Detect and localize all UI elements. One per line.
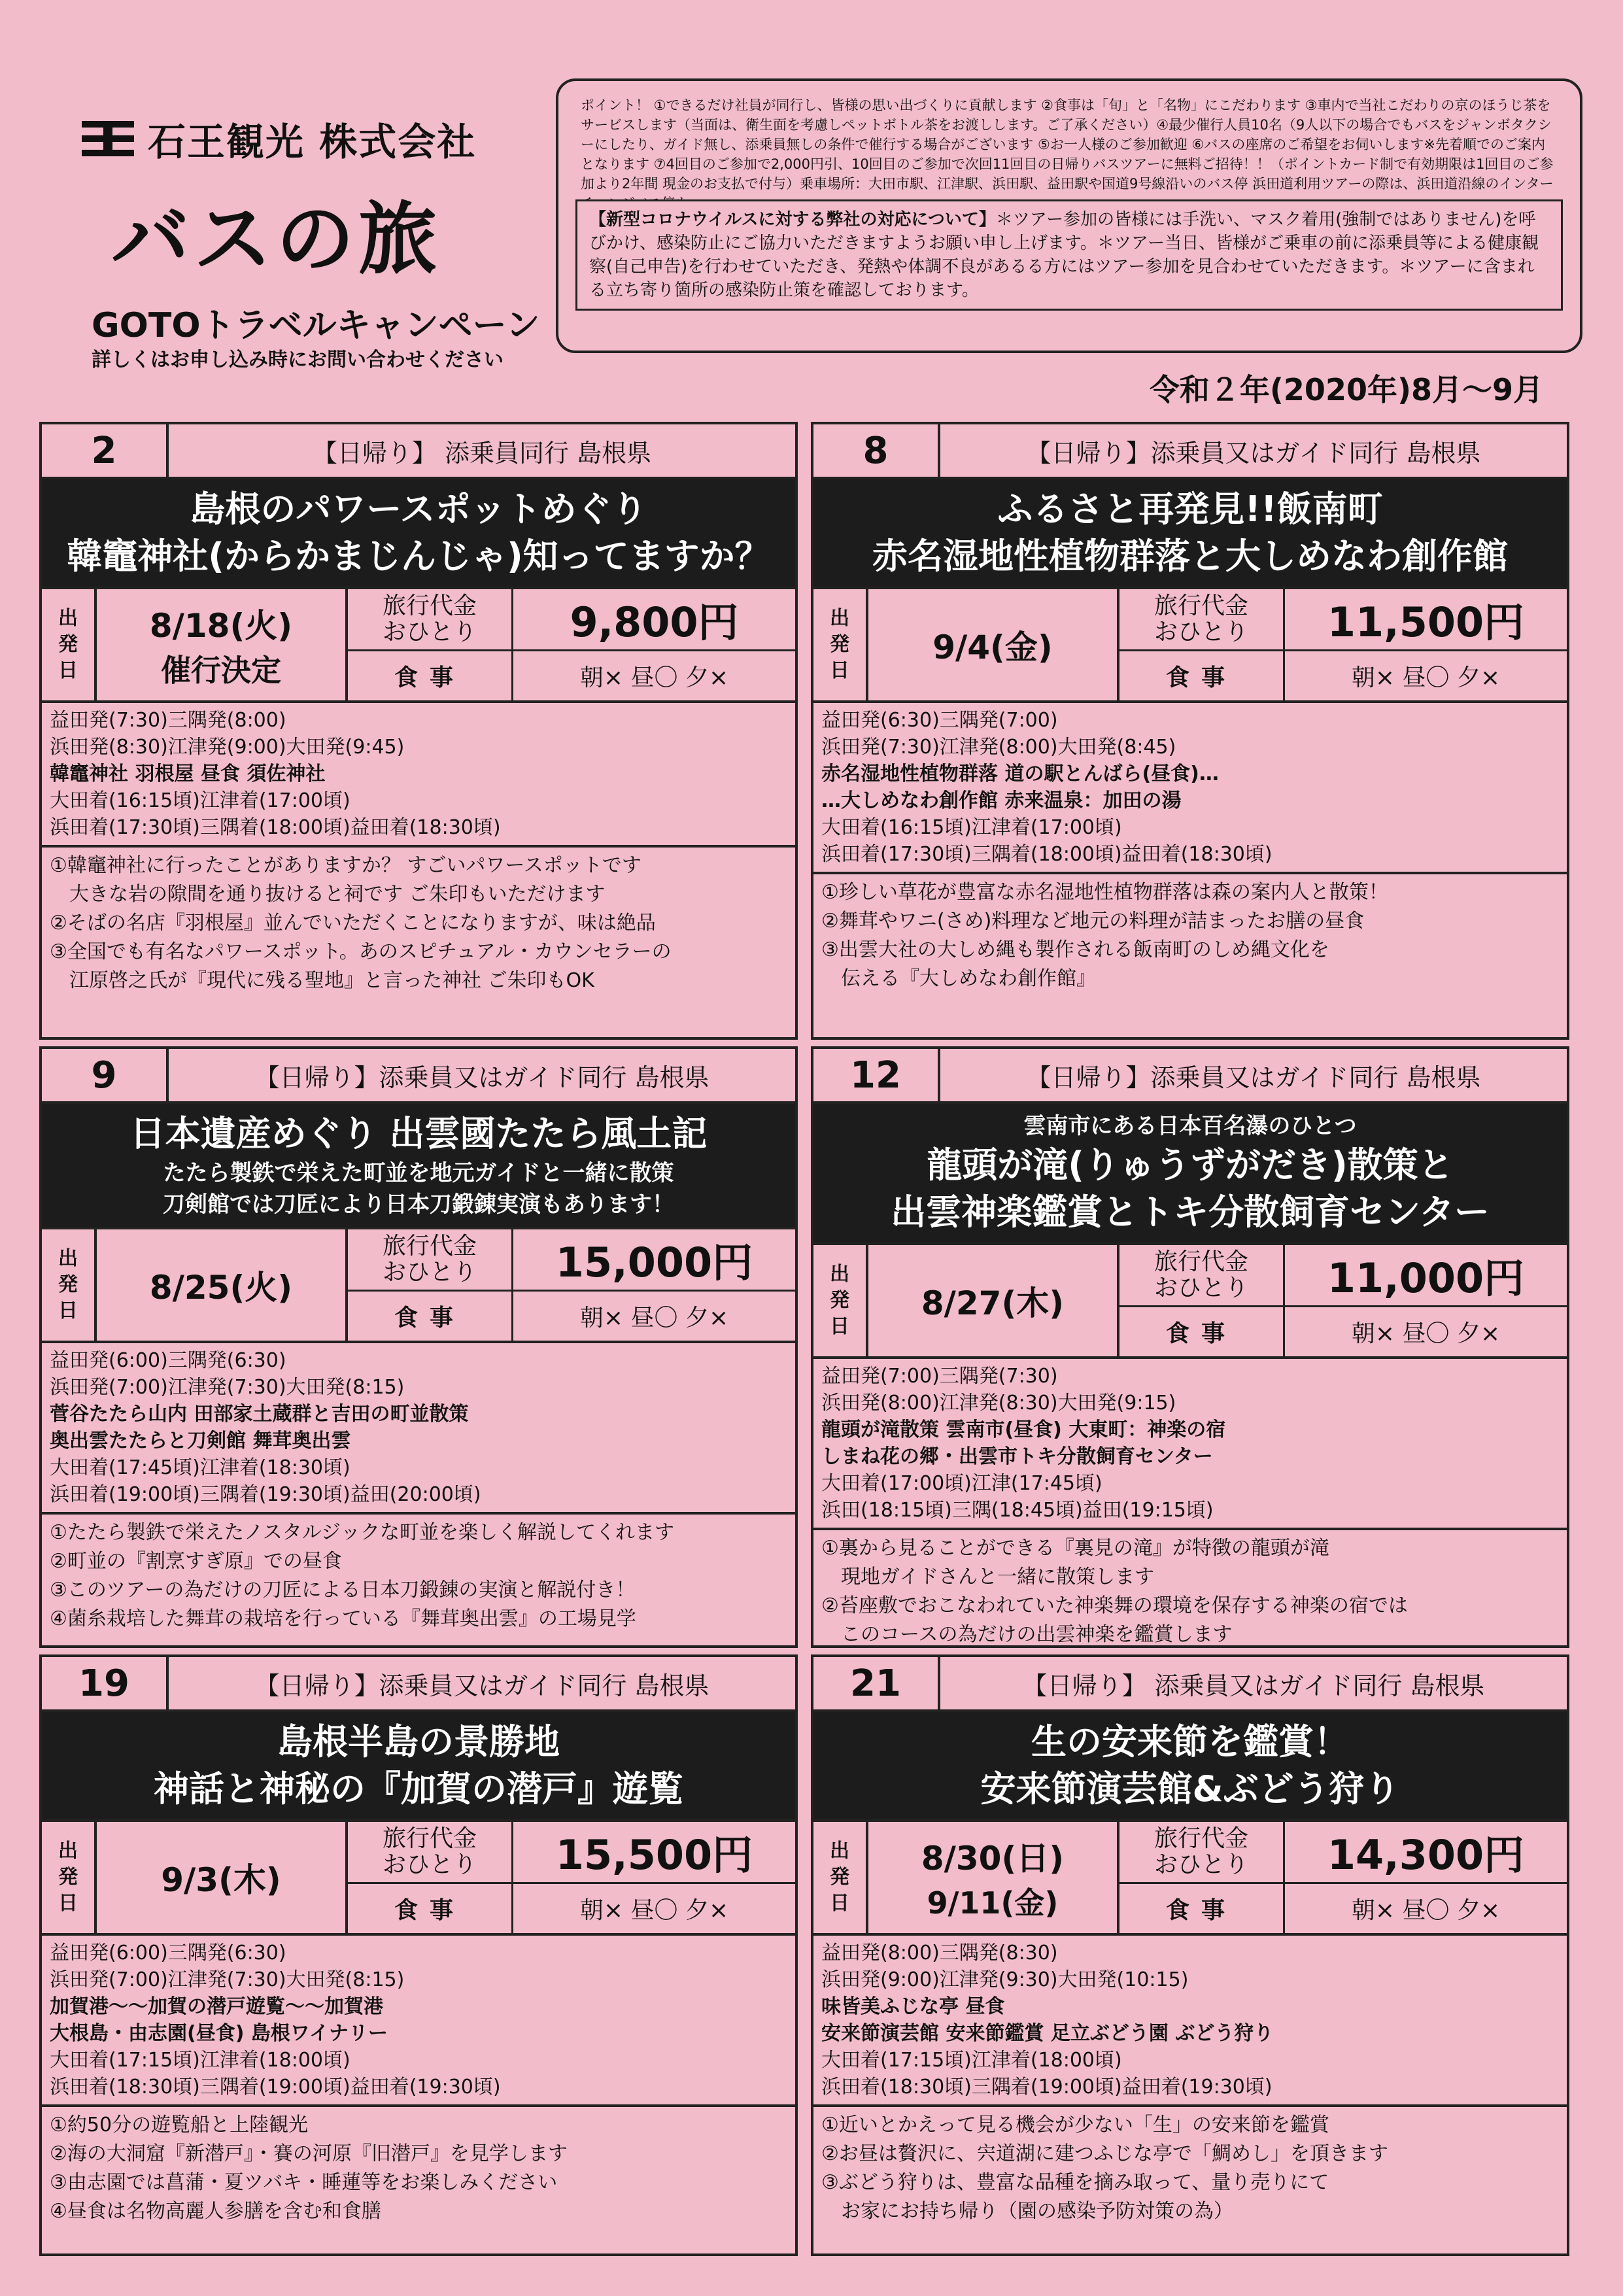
note-line: ①たたら製鉄で栄えたノスタルジックな町並を楽しく解説してくれます (50, 1521, 674, 1544)
price-label-2: おひとり (1153, 1851, 1248, 1878)
route-line: 浜田着(18:30頃)三隅着(19:00頃)益田着(19:30頃) (50, 2076, 501, 2099)
route-line: 奥出雲たたらと刀剣館 舞茸奥出雲 (50, 1430, 351, 1452)
price-label-1: 旅行代金 (1153, 592, 1248, 619)
points-text: ポイント！ ①できるだけ社員が同行し、皆様の思い出づくりに貢献します ②食事は「旬」と「名物」にこだわります ③車内で当社こだわりの京のほうじ茶をサービスします（当面は、衛生面を考慮しペットボトル茶をお渡しします。ご了承ください）④最少催行人員10名（9人以下の場合でもバスをジャンボタクシーにしたり、ガイド無し、添乗員無しの条件で催行する場合がございます ⑤お一人様のご参加歓迎 ⑥バスの座席のご希望をお伺いします※先着順でのご案内となります ⑦4回目のご参加で2,000円引、10回目のご参加で次回11回目の日帰りバスツアーに無料ご招待！！（ポイントカード制で有効期限は1回目のご参加より2年間 現金のお支払で付与）乗車場所：大田市駅、江津駅、浜田駅、益田駅や国道9号線沿いのバス停 浜田道利用ツアーの際は、浜田道沿線のインター (581, 97, 1554, 192)
tour-info (813, 1242, 1567, 1359)
price-value: 11,500円 (1327, 598, 1525, 647)
price-area (348, 1229, 795, 1341)
note-line: ①裏から見ることができる『裏見の滝』が特徴の龍頭が滝 (821, 1537, 1329, 1560)
route-box (813, 703, 1567, 874)
notes-box (42, 848, 795, 999)
tour-head (42, 1049, 795, 1104)
price-label-2: おひとり (1153, 618, 1248, 645)
tour-number: 9 (42, 1049, 169, 1101)
note-line: ①韓竈神社に行ったことがありますか？ すごいパワースポットです (50, 854, 641, 877)
note-line: ①約50分の遊覧船と上陸観光 (50, 2114, 309, 2136)
route-line: 浜田発(7:00)江津発(7:30)大田発(8:15) (50, 1968, 405, 1991)
route-line: 大田着(17:00頃)江津(17:45頃) (821, 1472, 1102, 1495)
route-box (42, 703, 795, 848)
corona-text: ＊ツアー参加の皆様には手洗い、マスク着用(強制ではありません)を呼びかけ、感染防止にご協力いただきますようお願い申し上げます。＊ツアー当日、皆様がご乗車の前に添乗員等による健康観察(自己申告)を行わせていただき、発熱や体調不良があるる方にはツアー参加を見合わせていただきます。＊ツアーに含まれる立ち寄り箇所の感染防止策を確認しております。 (589, 210, 1539, 300)
price-label-2: おひとり (382, 618, 477, 645)
route-line: 菅谷たたら山内 田部家土蔵群と吉田の町並散策 (50, 1403, 469, 1426)
route-line: 大田着(17:15頃)江津着(18:00頃) (821, 2049, 1122, 2072)
date-main: 9/4(金) (932, 628, 1053, 666)
price-value: 15,000円 (555, 1239, 753, 1287)
tour-head (42, 424, 795, 479)
route-line: 味皆美ふじな亭 昼食 (821, 1995, 1005, 2018)
meal-row (348, 1292, 795, 1341)
route-line: 浜田発(9:00)江津発(9:30)大田発(10:15) (821, 1968, 1189, 1991)
tour-subtitle: たたら製鉄で栄えた町並を地元ガイドと一緒に散策 (163, 1160, 674, 1186)
note-line: ④菌糸栽培した舞茸の栽培を行っている『舞茸奥出雲』の工場見学 (50, 1607, 636, 1630)
date-main: 8/27(木) (921, 1284, 1065, 1322)
note-line: ③全国でも有名なパワースポット。あのスピチュアル・カウンセラーの (50, 940, 672, 963)
departure-date (868, 1822, 1119, 1933)
note-line: 大きな岩の隙間を通り抜けると祠です ご朱印もいただけます (50, 883, 606, 906)
note-line: お家にお持ち帰り（園の感染予防対策の為） (821, 2200, 1233, 2223)
note-line: ②舞茸やワニ(さめ)料理など地元の料理が詰まったお膳の昼食 (821, 910, 1365, 933)
route-line: 加賀港～～加賀の潜戸遊覧～～加賀港 (50, 1995, 383, 2018)
route-line: 安来節演芸館 安来節鑑賞 足立ぶどう園 ぶどう狩り (821, 2022, 1274, 2045)
tour-number: 12 (813, 1049, 940, 1101)
meal-label: 食事 (1119, 651, 1285, 700)
tour-category: 【日帰り】 添乗員同行 島根県 (312, 438, 652, 468)
tour-title-2: 神話と神秘の『加賀の潜戸』遊覧 (154, 1768, 683, 1809)
meal-value: 朝× 昼〇 夕× (579, 1896, 729, 1924)
tour-title-1: ふるさと再発見!!飯南町 (997, 488, 1383, 530)
date-main: 9/3(木) (161, 1861, 281, 1899)
route-line: 大田着(16:15頃)江津着(17:00頃) (821, 816, 1122, 839)
tour-subtitle: 刀剣館では刀匠により日本刀鍛錬実演もあります！ (163, 1191, 674, 1218)
route-line: 浜田発(7:00)江津発(7:30)大田発(8:15) (50, 1376, 405, 1399)
note-line: ③出雲大社の大しめ縄も製作される飯南町のしめ縄文化を (821, 938, 1329, 961)
meal-row (348, 1884, 795, 1933)
meal-value: 朝× 昼〇 夕× (579, 664, 729, 691)
tour-banner (813, 1104, 1567, 1242)
price-label-1: 旅行代金 (382, 1232, 477, 1259)
tour-card (39, 422, 798, 1040)
price-row (1119, 589, 1567, 651)
route-box (813, 1359, 1567, 1530)
notes-box (42, 2107, 795, 2230)
meal-label: 食事 (348, 651, 513, 700)
route-line: 益田発(7:30)三隅発(8:00) (50, 709, 286, 732)
corona-title: 【新型コロナウイルスに対する弊社の対応について】 (589, 210, 996, 230)
header (39, 65, 1596, 419)
tour-banner (42, 479, 795, 587)
logo-row (78, 111, 476, 166)
price-row (1119, 1822, 1567, 1884)
tour-title-2: 出雲神楽鑑賞とトキ分散飼育センター (891, 1191, 1490, 1233)
tour-title-1: 龍頭が滝(りゅうずがだき)散策と (927, 1144, 1454, 1186)
departure-date (868, 1245, 1119, 1356)
price-label-2: おひとり (382, 1851, 477, 1878)
tour-card (39, 1654, 798, 2256)
price-label (348, 1822, 513, 1882)
company-name: 石王観光 株式会社 (148, 120, 477, 164)
departure-date (97, 1229, 348, 1341)
meal-value: 朝× 昼〇 夕× (1351, 1320, 1501, 1347)
price-label (1119, 589, 1285, 649)
route-line: 浜田着(17:30頃)三隅着(18:00頃)益田着(18:30頃) (50, 816, 501, 839)
departure-label: 出 発 日 (813, 1822, 868, 1933)
tour-card (811, 1654, 1569, 2256)
price-label-1: 旅行代金 (1153, 1825, 1248, 1852)
tour-number: 19 (42, 1657, 169, 1709)
date-main: 8/25(火) (149, 1269, 293, 1307)
tour-info (42, 1819, 795, 1936)
tour-title-2: 韓竈神社(からかまじんじゃ)知ってますか？ (67, 536, 770, 577)
price-label-1: 旅行代金 (1153, 1248, 1248, 1275)
departure-date (868, 589, 1119, 700)
price-area (348, 1822, 795, 1933)
meal-label: 食事 (1119, 1884, 1285, 1933)
tour-subtitle: 雲南市にある日本百名瀑のひとつ (1023, 1113, 1357, 1139)
route-line: 大根島・由志園(昼食) 島根ワイナリー (50, 2022, 388, 2045)
tour-head (813, 1657, 1567, 1712)
note-line: ①珍しい草花が豊富な赤名湿地性植物群落は森の案内人と散策！ (821, 881, 1388, 904)
campaign-title: GOTOトラベルキャンペーン (92, 306, 540, 345)
route-box (42, 1343, 795, 1515)
tour-title-2: 安来節演芸館&ぶどう狩り (980, 1768, 1400, 1809)
note-line: ③このツアーの為だけの刀匠による日本刀鍛錬の実演と解説付き！ (50, 1579, 636, 1602)
meal-value: 朝× 昼〇 夕× (1351, 1896, 1501, 1924)
departure-label: 出 発 日 (42, 1822, 97, 1933)
tour-head (813, 1049, 1567, 1104)
date-main: 8/18(火) (149, 607, 293, 645)
route-line: 龍頭が滝散策 雲南市(昼食) 大東町：神楽の宿 (821, 1418, 1226, 1441)
note-line: ②そばの名店『羽根屋』並んでいただくことになりますが、味は絶品 (50, 912, 656, 934)
departure-label: 出 発 日 (42, 589, 97, 700)
date-sub: 催行決定 (161, 653, 281, 688)
tour-info (42, 1227, 795, 1343)
price-label (348, 1229, 513, 1290)
tour-banner (42, 1712, 795, 1819)
campaign-note: 詳しくはお申し込み時にお問い合わせください (92, 349, 504, 371)
price-value: 11,000円 (1327, 1254, 1525, 1303)
tour-title-1: 日本遺産めぐり 出雲國たたら風土記 (129, 1113, 708, 1154)
note-line: ③ぶどう狩りは、豊富な品種を摘み取って、量り売りにて (821, 2171, 1329, 2194)
tour-number: 8 (813, 424, 940, 477)
tour-category: 【日帰り】 添乗員又はガイド同行 島根県 (1022, 1671, 1485, 1700)
price-row (348, 1229, 795, 1292)
price-area (1119, 1245, 1567, 1356)
meal-label: 食事 (348, 1884, 513, 1933)
departure-date (97, 589, 348, 700)
note-line: ②苔座敷でおこなわれていた神楽舞の環境を保存する神楽の宿では (821, 1594, 1408, 1617)
price-area (1119, 1822, 1567, 1933)
tour-title-2: 赤名湿地性植物群落と大しめなわ創作館 (872, 536, 1508, 577)
meal-label: 食事 (1119, 1307, 1285, 1356)
departure-label: 出 発 日 (42, 1229, 97, 1341)
price-label (1119, 1245, 1285, 1305)
note-line: このコースの為だけの出雲神楽を鑑賞します (821, 1623, 1233, 1646)
note-line: ②町並の『割烹すぎ原』での昼食 (50, 1550, 342, 1573)
route-line: 浜田着(18:30頃)三隅着(19:00頃)益田着(19:30頃) (821, 2076, 1273, 2099)
departure-label: 出 発 日 (813, 1245, 868, 1356)
tour-banner (42, 1104, 795, 1227)
notes-box (813, 874, 1567, 997)
route-line: 浜田発(8:30)江津発(9:00)大田発(9:45) (50, 736, 405, 759)
tour-info (42, 587, 795, 703)
route-line: 益田発(8:00)三隅発(8:30) (821, 1942, 1058, 1964)
route-box (813, 1936, 1567, 2107)
note-line: 伝える『大しめなわ創作館』 (821, 967, 1096, 990)
route-line: 浜田着(19:00頃)三隅着(19:30頃)益田(20:00頃) (50, 1483, 481, 1506)
company-logo-icon (78, 116, 137, 162)
meal-value: 朝× 昼〇 夕× (1351, 664, 1501, 691)
price-label (348, 589, 513, 649)
departure-label: 出 発 日 (813, 589, 868, 700)
meal-label: 食事 (348, 1292, 513, 1341)
date-range: 令和２年(2020年)8月～9月 (1149, 372, 1543, 407)
route-line: 浜田着(17:30頃)三隅着(18:00頃)益田着(18:30頃) (821, 843, 1273, 866)
tour-banner (813, 1712, 1567, 1819)
meal-row (1119, 651, 1567, 700)
departure-date (97, 1822, 348, 1933)
price-label (1119, 1822, 1285, 1882)
date-main: 8/30(日) (921, 1840, 1065, 1877)
price-label-2: おひとり (382, 1258, 477, 1286)
note-line: ②海の大洞窟『新潜戸』・賽の河原『旧潜戸』を見学します (50, 2142, 568, 2165)
date-sub: 9/11(金) (927, 1885, 1059, 1921)
route-line: 益田発(6:30)三隅発(7:00) (821, 709, 1058, 732)
page-title: バスの旅 (111, 194, 441, 285)
tour-head (813, 424, 1567, 479)
meal-row (1119, 1307, 1567, 1356)
tour-title-1: 島根半島の景勝地 (277, 1721, 560, 1762)
tour-category: 【日帰り】添乗員又はガイド同行 島根県 (254, 1671, 709, 1700)
meal-row (348, 651, 795, 700)
tour-info (813, 1819, 1567, 1936)
note-line: ②お昼は贅沢に、宍道湖に建つふじな亭で「鯛めし」を頂きます (821, 2142, 1388, 2165)
tour-number: 2 (42, 424, 169, 477)
price-value: 9,800円 (570, 598, 739, 647)
price-value: 14,300円 (1327, 1831, 1525, 1879)
note-line: ③由志園では菖蒲・夏ツバキ・睡蓮等をお楽しみください (50, 2171, 558, 2194)
route-line: 益田発(6:00)三隅発(6:30) (50, 1942, 286, 1964)
route-line: 韓竈神社 羽根屋 昼食 須佐神社 (50, 762, 326, 785)
tour-title-1: 島根のパワースポットめぐり (190, 488, 647, 530)
note-line: ①近いとかえって見る機会が少ない「生」の安来節を鑑賞 (821, 2114, 1329, 2136)
meal-value: 朝× 昼〇 夕× (579, 1304, 729, 1331)
note-line: 江原啓之氏が『現代に残る聖地』と言った神社 ご朱印もOK (50, 969, 594, 992)
note-line: 現地ガイドさんと一緒に散策します (821, 1566, 1155, 1588)
notes-box (813, 2107, 1567, 2230)
route-line: 浜田(18:15頃)三隅(18:45頃)益田(19:15頃) (821, 1499, 1214, 1522)
meal-row (1119, 1884, 1567, 1933)
route-line: …大しめなわ創作館 赤来温泉：加田の湯 (821, 789, 1182, 812)
route-line: 大田着(17:15頃)江津着(18:00頃) (50, 2049, 350, 2072)
tour-card (811, 1046, 1569, 1648)
corona-box (575, 199, 1563, 311)
tour-title-1: 生の安来節を鑑賞！ (1031, 1721, 1349, 1762)
price-value: 15,500円 (555, 1831, 753, 1879)
tour-banner (813, 479, 1567, 587)
tour-number: 21 (813, 1657, 940, 1709)
tour-head (42, 1657, 795, 1712)
route-line: 赤名湿地性植物群落 道の駅とんばら(昼食)… (821, 762, 1219, 785)
price-row (1119, 1245, 1567, 1307)
note-line: ④昼食は名物高麗人参膳を含む和食膳 (50, 2200, 381, 2223)
route-line: しまね花の郷・出雲市トキ分散飼育センター (821, 1445, 1213, 1468)
tour-category: 【日帰り】添乗員又はガイド同行 島根県 (1026, 1063, 1481, 1092)
tour-category: 【日帰り】添乗員又はガイド同行 島根県 (254, 1063, 709, 1092)
price-row (348, 589, 795, 651)
price-label-1: 旅行代金 (382, 592, 477, 619)
price-label-2: おひとり (1153, 1274, 1248, 1301)
route-line: 浜田発(8:00)江津発(8:30)大田発(9:15) (821, 1392, 1176, 1414)
notes-box (42, 1515, 795, 1637)
price-area (348, 589, 795, 700)
price-row (348, 1822, 795, 1884)
tour-category: 【日帰り】添乗員又はガイド同行 島根県 (1026, 438, 1481, 468)
route-box (42, 1936, 795, 2107)
price-label-1: 旅行代金 (382, 1825, 477, 1852)
tour-card (811, 422, 1569, 1040)
route-line: 大田着(17:45頃)江津着(18:30頃) (50, 1456, 350, 1479)
route-line: 益田発(6:00)三隅発(6:30) (50, 1349, 286, 1372)
route-line: 大田着(16:15頃)江津着(17:00頃) (50, 789, 350, 812)
tour-info (813, 587, 1567, 703)
route-line: 浜田発(7:30)江津発(8:00)大田発(8:45) (821, 736, 1176, 759)
route-line: 益田発(7:00)三隅発(7:30) (821, 1365, 1058, 1388)
notes-box (813, 1530, 1567, 1653)
tour-card (39, 1046, 798, 1648)
price-area (1119, 589, 1567, 700)
